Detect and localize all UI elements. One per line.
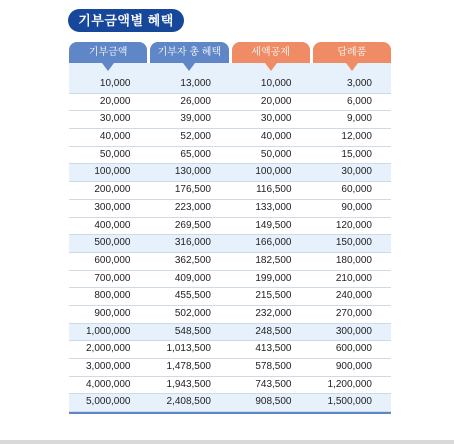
table-row [69, 288, 391, 306]
table-cell: 20,000 [99, 95, 131, 107]
table-cell: 6,000 [346, 95, 372, 107]
table-cell: 40,000 [260, 131, 292, 143]
table-cell: 133,000 [255, 201, 292, 213]
header-tax-credit: 세액공제 [232, 42, 310, 63]
table-cell: 90,000 [341, 201, 372, 213]
table-cell: 13,000 [180, 78, 211, 89]
table-row [69, 253, 391, 271]
table-row [69, 164, 391, 182]
table-header [69, 42, 391, 63]
table-cell: 240,000 [335, 290, 372, 302]
table-cell: 900,000 [94, 307, 131, 319]
table-cell: 700,000 [94, 272, 131, 284]
table-cell: 1,200,000 [327, 378, 372, 390]
table-cell: 502,000 [174, 307, 211, 319]
table-cell: 800,000 [94, 290, 131, 302]
table-cell: 52,000 [180, 131, 211, 143]
table-cell: 200,000 [94, 184, 131, 196]
table-cell: 39,000 [180, 113, 211, 125]
table-cell: 100,000 [255, 166, 292, 178]
table-cell: 300,000 [94, 201, 131, 213]
table-body [69, 76, 391, 412]
table-row [69, 377, 391, 395]
header-spacer [69, 63, 391, 76]
table-cell: 413,500 [255, 343, 292, 355]
table-cell: 15,000 [341, 148, 372, 160]
header-total-benefit: 기부자 총 혜택 [150, 42, 228, 63]
table-row [69, 94, 391, 112]
table-row [69, 271, 391, 289]
table-cell: 232,000 [255, 307, 292, 319]
table-cell: 116,500 [256, 184, 292, 196]
table-cell: 30,000 [341, 166, 372, 178]
table-cell: 2,408,500 [166, 396, 211, 408]
table-cell: 1,500,000 [327, 396, 372, 408]
table-row [69, 394, 391, 412]
table-cell: 269,500 [174, 219, 211, 231]
table-cell: 50,000 [260, 148, 292, 160]
table-cell: 3,000,000 [86, 361, 131, 372]
table-cell: 223,000 [174, 201, 211, 213]
table-row [69, 111, 391, 129]
table-cell: 176,500 [174, 184, 211, 196]
table-cell: 149,500 [255, 219, 292, 231]
table-cell: 1,943,500 [166, 378, 211, 390]
table-cell: 12,000 [341, 131, 372, 143]
table-cell: 908,500 [255, 396, 292, 408]
table-cell: 900,000 [335, 361, 372, 372]
table-cell: 270,000 [335, 307, 372, 319]
table-cell: 500,000 [94, 237, 131, 249]
table-cell: 215,500 [255, 290, 292, 302]
table-cell: 150,000 [335, 237, 372, 249]
table-cell: 3,000 [346, 78, 372, 89]
table-cell: 248,500 [255, 325, 292, 337]
header-gift: 답례품 [313, 42, 391, 63]
table-cell: 1,000,000 [86, 325, 131, 337]
table-row [69, 182, 391, 200]
table-cell: 362,500 [174, 254, 211, 266]
table-cell: 182,500 [255, 254, 292, 266]
table-cell: 400,000 [94, 219, 131, 231]
table-row [69, 129, 391, 147]
table-cell: 10,000 [99, 78, 131, 89]
table-cell: 2,000,000 [86, 343, 131, 355]
table-cell: 30,000 [260, 113, 292, 125]
table-cell: 578,500 [255, 361, 292, 372]
table-row [69, 306, 391, 324]
table-cell: 20,000 [260, 95, 292, 107]
table-row [69, 341, 391, 359]
table-cell: 1,478,500 [166, 361, 211, 372]
table-cell: 548,500 [174, 325, 211, 337]
table-cell: 60,000 [341, 184, 372, 196]
table-cell: 300,000 [335, 325, 372, 337]
table-cell: 1,013,500 [166, 343, 211, 355]
table-cell: 455,500 [174, 290, 211, 302]
table-cell: 199,000 [255, 272, 292, 284]
table-cell: 100,000 [94, 166, 131, 178]
table-cell: 130,000 [174, 166, 211, 178]
table-cell: 210,000 [335, 272, 372, 284]
table-cell: 50,000 [99, 148, 131, 160]
table-cell: 316,000 [174, 237, 211, 249]
table-cell: 40,000 [99, 131, 131, 143]
table-row [69, 235, 391, 253]
table-cell: 120,000 [335, 219, 372, 231]
table-cell: 600,000 [335, 343, 372, 355]
header-donation-amount: 기부금액 [69, 42, 147, 63]
page-title: 기부금액별 혜택 [68, 9, 184, 32]
table-cell: 30,000 [99, 113, 131, 125]
table-row [69, 218, 391, 236]
table-row [69, 324, 391, 342]
table-row [69, 359, 391, 377]
table-cell: 600,000 [94, 254, 131, 266]
table-cell: 166,000 [255, 237, 292, 249]
table-row [69, 76, 391, 94]
table-cell: 10,000 [260, 78, 292, 89]
table-row [69, 147, 391, 165]
page-divider [0, 440, 454, 444]
table-cell: 743,500 [255, 378, 292, 390]
table-cell: 26,000 [180, 95, 211, 107]
table-cell: 9,000 [346, 113, 372, 125]
table-cell: 65,000 [180, 148, 211, 160]
table-row [69, 200, 391, 218]
table-bottom-border [69, 412, 391, 414]
table-cell: 409,000 [174, 272, 211, 284]
table-cell: 180,000 [335, 254, 372, 266]
table-cell: 5,000,000 [86, 396, 131, 408]
table-cell: 4,000,000 [86, 378, 131, 390]
benefit-table [69, 42, 391, 414]
